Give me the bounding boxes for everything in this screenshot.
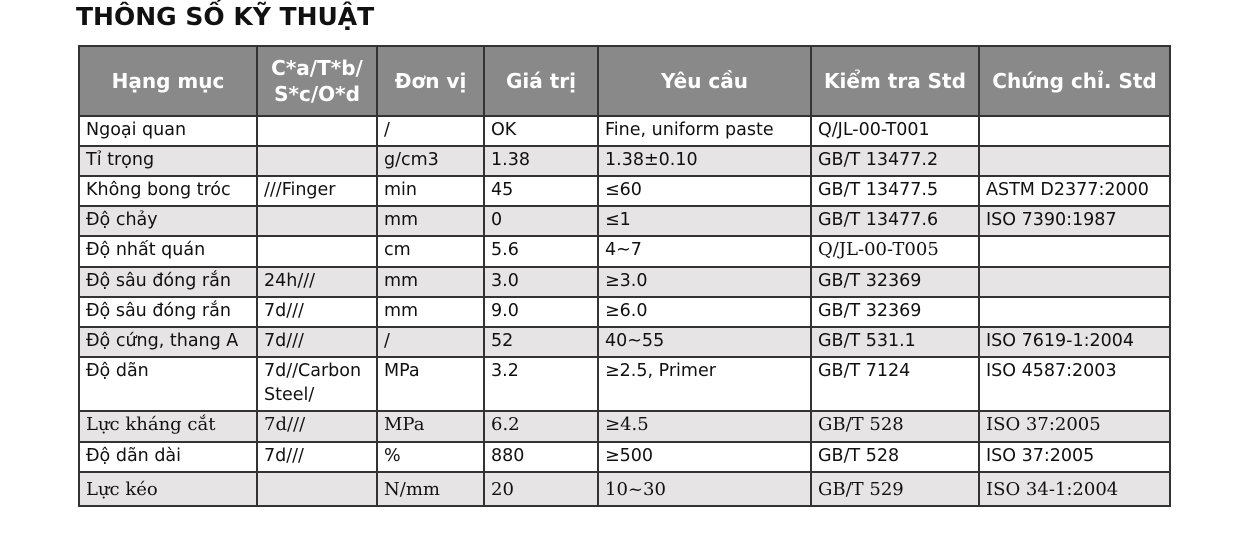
cell-category: Độ nhất quán bbox=[79, 236, 257, 267]
cell-value: 3.0 bbox=[484, 267, 598, 297]
cell-unit: N/mm bbox=[377, 472, 484, 506]
cell-condition bbox=[257, 116, 377, 146]
cell-category: Độ dãn dài bbox=[79, 442, 257, 472]
cell-category: Ngoại quan bbox=[79, 116, 257, 146]
cell-requirement: ≥500 bbox=[598, 442, 811, 472]
cell-test-std: GB/T 7124 bbox=[811, 357, 979, 411]
cell-category: Không bong tróc bbox=[79, 176, 257, 206]
cell-category: Độ cứng, thang A bbox=[79, 327, 257, 357]
cell-cert-std: ASTM D2377:2000 bbox=[979, 176, 1170, 206]
cell-category: Độ chảy bbox=[79, 206, 257, 236]
cell-unit: / bbox=[377, 327, 484, 357]
header-category: Hạng mục bbox=[79, 46, 257, 116]
cell-unit: cm bbox=[377, 236, 484, 267]
cell-test-std: GB/T 32369 bbox=[811, 267, 979, 297]
cell-category: Độ dãn bbox=[79, 357, 257, 411]
cell-value: 1.38 bbox=[484, 146, 598, 176]
cell-test-std: GB/T 13477.2 bbox=[811, 146, 979, 176]
cell-test-std: GB/T 13477.5 bbox=[811, 176, 979, 206]
cell-requirement: ≥2.5, Primer bbox=[598, 357, 811, 411]
cell-category: Độ sâu đóng rắn bbox=[79, 267, 257, 297]
cell-requirement: ≥4.5 bbox=[598, 411, 811, 442]
cell-value: 52 bbox=[484, 327, 598, 357]
cell-condition: 7d/// bbox=[257, 442, 377, 472]
cell-category: Tỉ trọng bbox=[79, 146, 257, 176]
cell-requirement: ≤1 bbox=[598, 206, 811, 236]
cell-unit: MPa bbox=[377, 357, 484, 411]
cell-condition bbox=[257, 146, 377, 176]
cell-unit: mm bbox=[377, 297, 484, 327]
spec-table bbox=[78, 45, 1171, 507]
cell-cert-std bbox=[979, 146, 1170, 176]
cell-requirement: ≥3.0 bbox=[598, 267, 811, 297]
cell-unit: % bbox=[377, 442, 484, 472]
cell-condition bbox=[257, 472, 377, 506]
header-condition-line2: S*c/O*d bbox=[274, 82, 360, 106]
cell-unit: mm bbox=[377, 267, 484, 297]
cell-category: Độ sâu đóng rắn bbox=[79, 297, 257, 327]
cell-unit: mm bbox=[377, 206, 484, 236]
cell-requirement: 4~7 bbox=[598, 236, 811, 267]
cell-test-std: GB/T 528 bbox=[811, 442, 979, 472]
cell-condition: 24h/// bbox=[257, 267, 377, 297]
cell-unit: g/cm3 bbox=[377, 146, 484, 176]
table-row bbox=[79, 176, 1170, 206]
cell-requirement: ≥6.0 bbox=[598, 297, 811, 327]
header-cert-std: Chứng chỉ. Std bbox=[979, 46, 1170, 116]
table-row bbox=[79, 442, 1170, 472]
page-title: THÔNG SỐ KỸ THUẬT bbox=[76, 2, 375, 31]
cell-value: 880 bbox=[484, 442, 598, 472]
cell-unit: MPa bbox=[377, 411, 484, 442]
cell-test-std: GB/T 528 bbox=[811, 411, 979, 442]
cell-condition: 7d/// bbox=[257, 297, 377, 327]
table-row bbox=[79, 267, 1170, 297]
table-row bbox=[79, 411, 1170, 442]
cell-unit: min bbox=[377, 176, 484, 206]
cell-cert-std: ISO 4587:2003 bbox=[979, 357, 1170, 411]
cell-test-std: GB/T 13477.6 bbox=[811, 206, 979, 236]
cell-cert-std: ISO 7390:1987 bbox=[979, 206, 1170, 236]
cell-requirement: 10~30 bbox=[598, 472, 811, 506]
cell-cert-std: ISO 34-1:2004 bbox=[979, 472, 1170, 506]
cell-test-std: GB/T 529 bbox=[811, 472, 979, 506]
cell-condition bbox=[257, 206, 377, 236]
cell-cert-std bbox=[979, 297, 1170, 327]
cell-test-std: Q/JL-00-T001 bbox=[811, 116, 979, 146]
header-value: Giá trị bbox=[484, 46, 598, 116]
cell-condition: 7d/// bbox=[257, 327, 377, 357]
cell-unit: / bbox=[377, 116, 484, 146]
cell-cert-std: ISO 37:2005 bbox=[979, 411, 1170, 442]
cell-value: 20 bbox=[484, 472, 598, 506]
cell-value: 6.2 bbox=[484, 411, 598, 442]
cell-condition: 7d//Carbon Steel/ bbox=[257, 357, 377, 411]
cell-cert-std bbox=[979, 267, 1170, 297]
cell-test-std: GB/T 32369 bbox=[811, 297, 979, 327]
cell-condition bbox=[257, 236, 377, 267]
table-body bbox=[79, 116, 1170, 506]
cell-cert-std bbox=[979, 116, 1170, 146]
cell-requirement: ≤60 bbox=[598, 176, 811, 206]
cell-value: 45 bbox=[484, 176, 598, 206]
table-header-row bbox=[79, 46, 1170, 116]
cell-category: Lực kéo bbox=[79, 472, 257, 506]
table-row bbox=[79, 327, 1170, 357]
cell-value: 3.2 bbox=[484, 357, 598, 411]
header-unit: Đơn vị bbox=[377, 46, 484, 116]
cell-condition: 7d/// bbox=[257, 411, 377, 442]
cell-value: 5.6 bbox=[484, 236, 598, 267]
header-condition bbox=[257, 46, 377, 116]
header-requirement: Yêu cầu bbox=[598, 46, 811, 116]
cell-value: 0 bbox=[484, 206, 598, 236]
cell-requirement: 40~55 bbox=[598, 327, 811, 357]
cell-requirement: Fine, uniform paste bbox=[598, 116, 811, 146]
table-row bbox=[79, 116, 1170, 146]
cell-requirement: 1.38±0.10 bbox=[598, 146, 811, 176]
cell-value: OK bbox=[484, 116, 598, 146]
table-row bbox=[79, 297, 1170, 327]
table-row bbox=[79, 146, 1170, 176]
cell-cert-std: ISO 7619-1:2004 bbox=[979, 327, 1170, 357]
cell-test-std: GB/T 531.1 bbox=[811, 327, 979, 357]
table-row bbox=[79, 357, 1170, 411]
table-row bbox=[79, 472, 1170, 506]
cell-condition: ///Finger bbox=[257, 176, 377, 206]
cell-test-std: Q/JL-00-T005 bbox=[811, 236, 979, 267]
cell-cert-std: ISO 37:2005 bbox=[979, 442, 1170, 472]
header-test-std: Kiểm tra Std bbox=[811, 46, 979, 116]
header-condition-line1: C*a/T*b/ bbox=[271, 56, 363, 80]
table-row bbox=[79, 236, 1170, 267]
table-row bbox=[79, 206, 1170, 236]
cell-cert-std bbox=[979, 236, 1170, 267]
cell-category: Lực kháng cắt bbox=[79, 411, 257, 442]
cell-value: 9.0 bbox=[484, 297, 598, 327]
